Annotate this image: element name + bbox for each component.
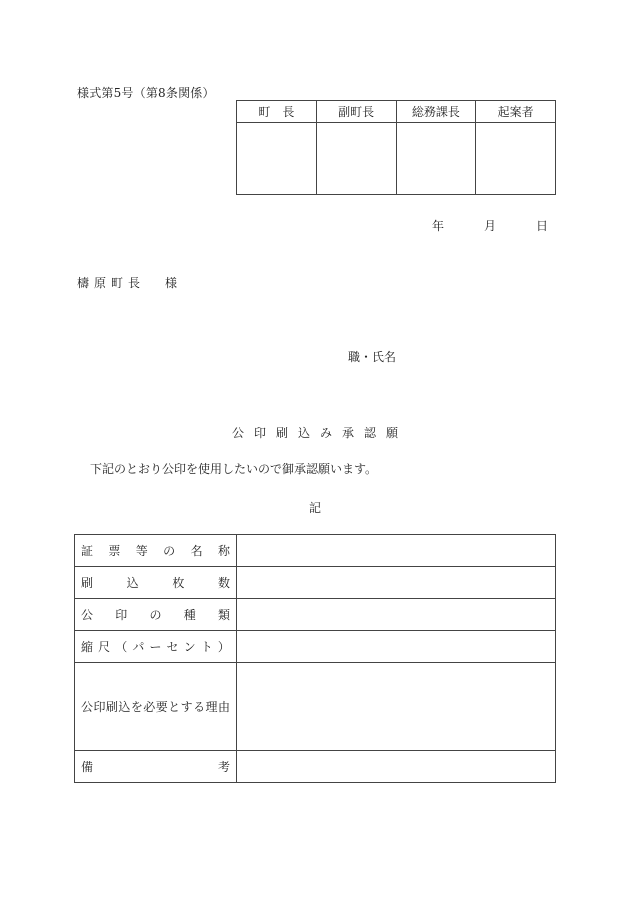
approval-stamp-table xyxy=(236,100,556,195)
label-char: 備 xyxy=(81,760,94,774)
approval-header-row xyxy=(237,101,556,123)
document-title: 公印刷込み承認願 xyxy=(231,426,408,440)
label-char: 由 xyxy=(217,700,230,714)
label-char: 縮 xyxy=(81,640,94,654)
table-row xyxy=(75,631,556,663)
label-char: ン xyxy=(183,640,196,654)
form-number: 様式第5号（第8条関係） xyxy=(77,86,215,100)
approval-header-deputy-mayor: 副町長 xyxy=(316,101,396,123)
label-char: 称 xyxy=(217,544,230,558)
label-char: 数 xyxy=(217,576,230,590)
spread-label xyxy=(81,638,230,655)
label-char: ト xyxy=(200,640,213,654)
details-table xyxy=(74,534,556,783)
addressee xyxy=(77,274,177,291)
spread-label xyxy=(81,606,230,623)
value-print-count[interactable] xyxy=(237,567,556,599)
row-label-remarks xyxy=(75,751,237,783)
label-char: 込 xyxy=(118,700,131,714)
label-char: 込 xyxy=(126,576,139,590)
table-row xyxy=(75,599,556,631)
table-row xyxy=(75,751,556,783)
date-year: 年 xyxy=(431,219,444,233)
date-day: 日 xyxy=(535,219,548,233)
value-reason[interactable] xyxy=(237,663,556,751)
label-char: 公 xyxy=(81,608,94,622)
addressee-honorific: 様 xyxy=(165,276,178,290)
stamp-box-drafter[interactable] xyxy=(476,123,556,195)
spread-label xyxy=(81,758,230,775)
value-scale-percent[interactable] xyxy=(237,631,556,663)
label-char: る xyxy=(193,700,206,714)
label-char: 刷 xyxy=(81,576,94,590)
approval-stamp-row xyxy=(237,123,556,195)
date-line xyxy=(432,217,548,234)
table-row xyxy=(75,567,556,599)
date-month: 月 xyxy=(483,219,496,233)
approval-header-mayor: 町 長 xyxy=(237,101,317,123)
value-certificate-name[interactable] xyxy=(237,535,556,567)
spread-label xyxy=(81,574,230,591)
approval-header-drafter: 起案者 xyxy=(476,101,556,123)
label-char: 公 xyxy=(81,700,94,714)
label-char: を xyxy=(130,700,143,714)
label-char: セ xyxy=(166,640,179,654)
label-char: （ xyxy=(115,640,128,654)
label-char: 印 xyxy=(93,700,106,714)
label-char: 印 xyxy=(115,608,128,622)
label-char: の xyxy=(149,608,162,622)
label-char: の xyxy=(163,544,176,558)
table-row xyxy=(75,663,556,751)
stamp-box-deputy-mayor[interactable] xyxy=(316,123,396,195)
label-char: 等 xyxy=(135,544,148,558)
label-char: 要 xyxy=(155,700,168,714)
spread-label xyxy=(81,542,230,559)
label-char: と xyxy=(168,700,181,714)
approval-header-general-affairs-chief: 総務課長 xyxy=(396,101,476,123)
applicant-name-label: 職・氏名 xyxy=(348,350,397,364)
label-char: 必 xyxy=(143,700,156,714)
label-char: 名 xyxy=(190,544,203,558)
row-label-certificate-name xyxy=(75,535,237,567)
label-char: 刷 xyxy=(105,700,118,714)
label-char: 票 xyxy=(108,544,121,558)
label-char: 証 xyxy=(81,544,94,558)
row-label-print-count xyxy=(75,567,237,599)
table-row xyxy=(75,535,556,567)
label-char: ー xyxy=(149,640,162,654)
row-label-seal-type xyxy=(75,599,237,631)
label-char: パ xyxy=(132,640,145,654)
row-label-reason xyxy=(75,663,237,751)
value-remarks[interactable] xyxy=(237,751,556,783)
spread-label xyxy=(81,698,230,715)
label-char: 考 xyxy=(217,760,230,774)
value-seal-type[interactable] xyxy=(237,599,556,631)
label-char: ） xyxy=(217,640,230,654)
label-char: 枚 xyxy=(172,576,185,590)
label-char: 理 xyxy=(205,700,218,714)
stamp-box-mayor[interactable] xyxy=(237,123,317,195)
stamp-box-general-affairs-chief[interactable] xyxy=(396,123,476,195)
label-char: 尺 xyxy=(98,640,111,654)
label-char: す xyxy=(180,700,193,714)
addressee-town-mayor: 檮原町長 xyxy=(77,276,146,290)
label-char: 種 xyxy=(183,608,196,622)
ki-marker: 記 xyxy=(308,501,321,515)
row-label-scale-percent xyxy=(75,631,237,663)
label-char: 類 xyxy=(217,608,230,622)
body-text: 下記のとおり公印を使用したいので御承認願います。 xyxy=(90,462,378,476)
